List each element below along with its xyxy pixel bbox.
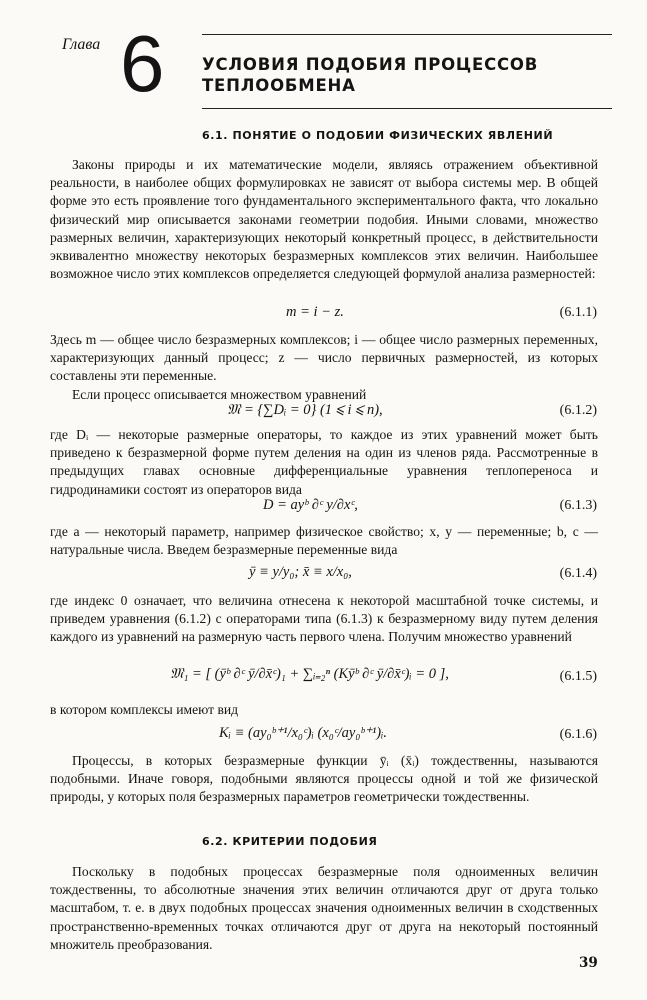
equation-number: (6.1.1) xyxy=(559,305,597,320)
paragraph-text: где a — некоторый параметр, например физическое свойство; x, y — переменные; b, c — натуральные числа. Введем безразмерные переменные вида xyxy=(50,524,598,558)
paragraph xyxy=(50,331,598,404)
paragraph-text: где индекс 0 означает, что величина отнесена к некоторой масштабной точке системы, и приведем уравнения (6.1.2) с операторами типа (6.1.3) к безразмерному виду путем деления каждого из уравнений на размерную часть первого члена. Получим множество уравнений xyxy=(50,593,598,645)
chapter-bottom-rule xyxy=(202,108,612,109)
equation-6-1-3: D = ayᵇ ∂ᶜ y/∂xᶜ, xyxy=(263,497,358,513)
paragraph-text: Поскольку в подобных процессах безразмерные поля одноименных величин тождественны, то абсолютные значения этих величин отличаются друг от друга только масштабом, т. е. в двух подобных процессах значения одноименных величин в сходственных пространственно-временных точках отличаются друг от друга на некоторый постоянный множитель преобразования. xyxy=(50,864,598,952)
chapter-title: УСЛОВИЯ ПОДОБИЯ ПРОЦЕССОВ ТЕПЛООБМЕНА xyxy=(202,55,539,95)
equation-6-1-6: Kᵢ ≡ (ay₀ᵇ⁺¹/x₀ᶜ)ᵢ (x₀ᶜ/ay₀ᵇ⁺¹)ᵢ. xyxy=(219,725,388,741)
paragraph-text: Законы природы и их математические модели, являясь отражением объективной реальности, в наиболее общих формулировках не зависят от выбора системы мер. В общей форме это есть проявление того фундаментального экспериментального факта, что локально физический мир описывается законами геометрии подобия. Иными словами, множество размерных величин, характеризующих некоторый конкретный процесс, в действительности эквивалентно множеству некоторых безразмерных комплексов этих величин. Наибольшее возможное число этих комплексов определяется следующей формулой анализа размерностей: xyxy=(50,157,598,282)
paragraph-text: в котором комплексы имеют вид xyxy=(50,702,239,717)
equation-number: (6.1.4) xyxy=(559,566,597,581)
section-heading-6-2: 6.2. КРИТЕРИИ ПОДОБИЯ xyxy=(202,835,378,848)
equation-number: (6.1.6) xyxy=(559,727,597,742)
equation-number: (6.1.2) xyxy=(559,403,597,418)
equation-6-1-4: ȳ ≡ y/y₀; x̄ ≡ x/x₀, xyxy=(249,564,352,580)
equation-6-1-1: m = i − z. xyxy=(286,304,344,320)
page-number: 39 xyxy=(579,955,598,971)
paragraph xyxy=(50,863,598,954)
paragraph xyxy=(50,752,598,807)
paragraph-text: где Dᵢ — некоторые размерные операторы, то каждое из этих уравнений может быть приведено к безразмерной форме путем деления на один из членов ряда. Рассмотренные в предыдущих главах основные дифференциальные уравнения теплопереноса и гидродинамики состоят из операторов вида xyxy=(50,427,598,497)
paragraph xyxy=(50,701,598,719)
paragraph-text: Процессы, в которых безразмерные функции ȳᵢ (x̄ᵢ) тождественны, называются подобными. Иначе говоря, подобными являются процессы одной и той же физической природы, у которых поля безразмерных параметров геометрически тождественны. xyxy=(50,753,598,805)
chapter-top-rule xyxy=(202,34,612,35)
equation-number: (6.1.5) xyxy=(559,669,597,684)
chapter-label: Глава xyxy=(62,36,101,53)
equation-6-1-2: 𝔐 = {∑Dᵢ = 0} (1 ⩽ i ⩽ n), xyxy=(227,402,383,418)
paragraph-text: Здесь m — общее число безразмерных комплексов; i — общее число размерных переменных, характеризующих данный процесс; z — число первичных размерностей, из которых составлены эти переменные. xyxy=(50,332,598,384)
equation-number: (6.1.3) xyxy=(559,498,597,513)
paragraph xyxy=(50,523,598,559)
chapter-number: 6 xyxy=(120,19,165,108)
equation-6-1-5: 𝔐₁ = [ (ȳᵇ ∂ᶜ ȳ/∂x̄ᶜ)₁ + ∑ᵢ₌₂ⁿ (Kȳᵇ ∂ᶜ ȳ/∂x̄ᶜ)ᵢ = 0 ], xyxy=(170,666,449,682)
paragraph xyxy=(50,592,598,647)
section-heading-6-1: 6.1. ПОНЯТИЕ О ПОДОБИИ ФИЗИЧЕСКИХ ЯВЛЕНИЙ xyxy=(202,129,554,142)
paragraph xyxy=(50,156,598,283)
paragraph-text: Если процесс описывается множеством уравнений xyxy=(72,386,367,402)
paragraph xyxy=(50,426,598,499)
